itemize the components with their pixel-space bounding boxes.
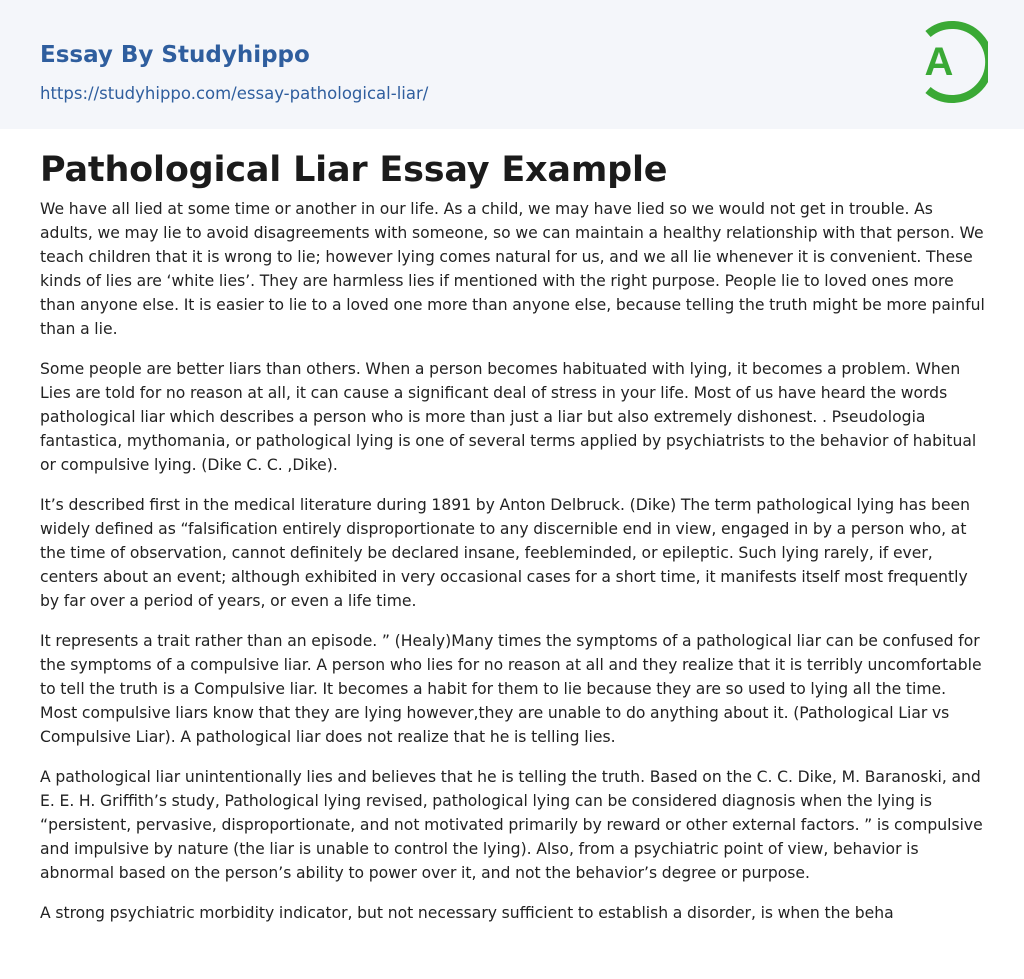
paragraph-2: Some people are better liars than others. When a person becomes habituated with lying, it becomes a problem. When Lies are told for no reason at all, it can cause a significant deal of stress in your life. Most of us have heard the words pathological liar which describes a person who is more than just a liar but also extremely dishonest. . Pseudologia fantastica, mythomania, or pathological lying is one of several terms applied by psychiatrists to the behavior of habitual or compulsive lying. (Dike C. C. ,Dike). [40,360,977,474]
article [0,129,1024,925]
paragraph-5: A pathological liar unintentionally lies and believes that he is telling the truth. Based on the C. C. Dike, M. Baranoski, and E. E. H. Griffith’s study, Pathological lying revised, pathological lying can be considered diagnosis when the lying is “persistent, pervasive, disproportionate, and not motivated primarily by reward or other external factors. ” is compulsive and impulsive by nature (the liar is unable to control the lying). Also, from a psychiatric point of view, behavior is abnormal based on the person’s ability to power over it, and not the behavior’s degree or purpose. [40,768,983,882]
page-url-link[interactable]: https://studyhippo.com/essay-pathological-liar/ [40,84,429,103]
page-title: Pathological Liar Essay Example [40,150,668,190]
site-brand[interactable]: Essay By Studyhippo [40,42,310,68]
paragraph-4: It represents a trait rather than an episode. ” (Healy)Many times the symptoms of a pathological liar can be confused for the symptoms of a compulsive liar. A person who lies for no reason at all and they realize that it is terribly uncomfortable to tell the truth is a Compulsive liar. It becomes a habit for them to lie because they are so used to lying all the time. Most compulsive liars know that they are lying however,they are unable to do anything about it. (Pathological Liar vs Compulsive Liar). A pathological liar does not realize that he is telling lies. [40,632,982,746]
site-header [0,0,1024,129]
svg-text:A: A [924,40,954,84]
studyhippo-logo-icon[interactable] [912,18,988,106]
paragraph-3: It’s described first in the medical literature during 1891 by Anton Delbruck. (Dike) The term pathological lying has been widely defined as “falsification entirely disproportionate to any discernible end in view, engaged in by a person who, at the time of observation, cannot definitely be declared insane, feebleminded, or epileptic. Such lying rarely, if ever, centers about an event; although exhibited in very occasional cases for a short time, it manifests itself most frequently by far over a period of years, or even a life time. [40,496,970,610]
paragraph-1: We have all lied at some time or another in our life. As a child, we may have lied so we would not get in trouble. As adults, we may lie to avoid disagreements with someone, so we can maintain a healthy relationship with that person. We teach children that it is wrong to lie; however lying comes natural for us, and we all lie whenever it is convenient. These kinds of lies are ‘white lies’. They are harmless lies if mentioned with the right purpose. People lie to loved ones more than anyone else. It is easier to lie to a loved one more than anyone else, because telling the truth might be more painful than a lie. [40,200,985,338]
paragraph-6-truncated: A strong psychiatric morbidity indicator, but not necessary sufficient to establish a disorder, is when the beha [40,904,894,922]
